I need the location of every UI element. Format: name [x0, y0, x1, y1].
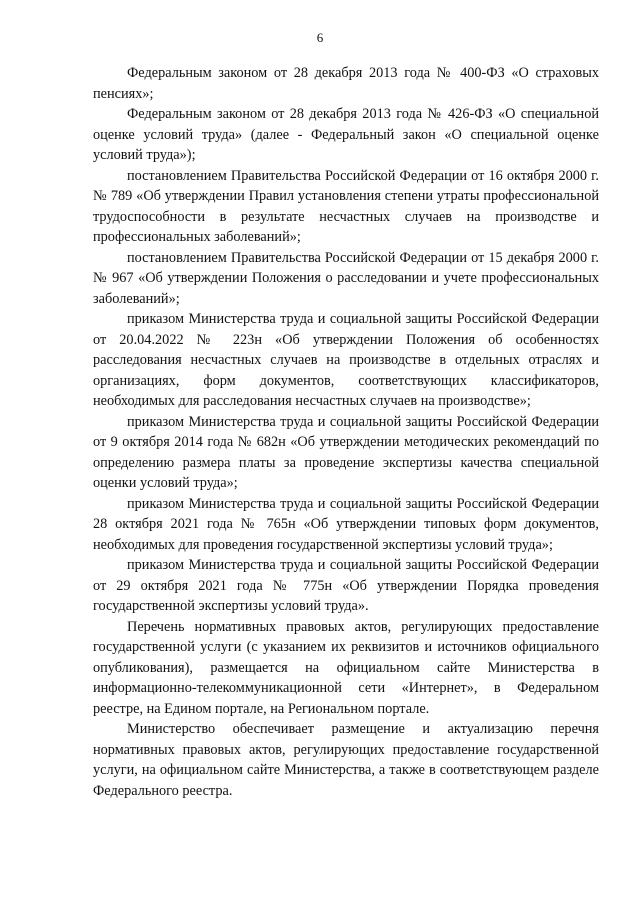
- paragraph-list-publication: Перечень нормативных правовых актов, регулирующих предоставление государственной услуги (с указанием их реквизитов и источников официального опубликования), размещается на официальном сайте Министерства в информационно-телекоммуникационной сети «Интернет», в Федеральном реестре, на Едином портале, на Региональном портале.: [93, 618, 599, 717]
- paragraph-resolution-967: постановлением Правительства Российской Федерации от 15 декабря 2000 г. № 967 «Об утверждении Положения о расследовании и учете профессиональных заболеваний»;: [93, 249, 599, 307]
- paragraph-law-426-fz: Федеральным законом от 28 декабря 2013 года № 426-ФЗ «О специальной оценке условий труда» (далее - Федеральный закон «О специальной оценке условий труда»);: [93, 106, 599, 163]
- document-body: [93, 63, 599, 801]
- paragraph-order-682n: приказом Министерства труда и социальной защиты Российской Федерации от 9 октября 2014 года № 682н «Об утверждении методических рекомендаций по определению размера платы за проведение экспертизы качества специальной оценки условий труда»;: [93, 413, 599, 491]
- paragraph-order-775n: приказом Министерства труда и социальной защиты Российской Федерации от 29 октября 2021 года № 775н «Об утверждении Порядка проведения государственной экспертизы условий труда».: [93, 557, 599, 614]
- paragraph-resolution-789: постановлением Правительства Российской Федерации от 16 октября 2000 г. № 789 «Об утверждении Правил установления степени утраты профессиональной трудоспособности в результате несчастных случаев на производстве и профессиональных заболеваний»;: [93, 167, 599, 245]
- paragraph-ministry-maintenance: Министерство обеспечивает размещение и актуализацию перечня нормативных правовых актов, регулирующих предоставление государственной услуги, на официальном сайте Министерства, а также в соответствующем разделе Федерального реестра.: [93, 721, 599, 799]
- paragraph-order-223n: приказом Министерства труда и социальной защиты Российской Федерации от 20.04.2022 № 223н «Об утверждении Положения об особенностях расследования несчастных случаев на производстве в отдельных отраслях и организациях, форм документов, соответствующих классификаторов, необходимых для расследования несчастных случаев на производстве»;: [93, 311, 599, 409]
- paragraph-order-765n: приказом Министерства труда и социальной защиты Российской Федерации 28 октября 2021 года № 765н «Об утверждении типовых форм документов, необходимых для проведения государственной экспертизы условий труда»;: [93, 495, 599, 553]
- page-number: 6: [316, 30, 324, 45]
- paragraph-law-400-fz: Федеральным законом от 28 декабря 2013 года № 400-ФЗ «О страховых пенсиях»;: [93, 65, 599, 102]
